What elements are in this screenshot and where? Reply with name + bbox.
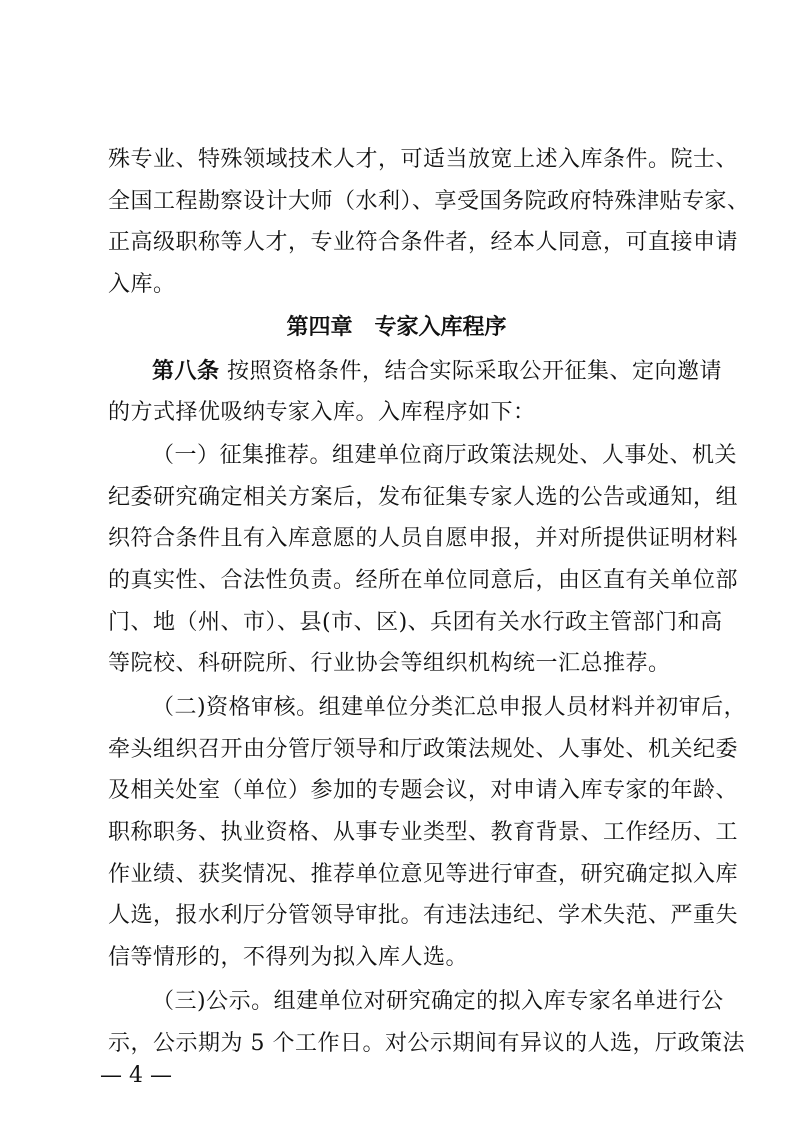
text-line: 正高级职称等人才，专业符合条件者，经本人同意，可直接申请 [108,230,739,255]
text-line: 作业绩、获奖情况、推荐单位意见等进行审查，研究确定拟入库 [108,862,739,887]
article-first-line [152,352,723,392]
text-line: 织符合条件且有入库意愿的人员自愿申报，并对所提供证明材料 [108,526,739,551]
text-line: 纪委研究确定相关方案后，发布征集专家人选的公告或通知，组 [108,485,739,510]
chapter-title: 第四章 专家入库程序 [286,315,507,340]
text-line: 等院校、科研院所、行业协会等组织机构统一汇总推荐。 [108,651,671,676]
page-number: — 4 — [100,1063,172,1088]
text-line: 信等情形的，不得列为拟入库人选。 [108,945,469,970]
text-line: （三)公示。组建单位对研究确定的拟入库专家名单进行公 [152,989,724,1014]
text-line: 的方式择优吸纳专家入库。入库程序如下： [108,400,536,425]
article-text: 按照资格条件，结合实际采取公开征集、定向邀请 [227,359,723,384]
text-line: 及相关处室（单位）参加的专题会议，对申请入库专家的年龄、 [108,778,739,803]
text-line: 入库。 [108,272,176,297]
text-line: （二)资格审核。组建单位分类汇总申报人员材料并初审后， [152,695,747,720]
text-line: 示，公示期为 5 个工作日。对公示期间有异议的人选，厅政策法 [108,1031,745,1056]
text-line: 殊专业、特殊领域技术人才，可适当放宽上述入库条件。院士、 [108,147,739,172]
text-line: 人选，报水利厅分管领导审批。有违法违纪、学术失范、严重失 [108,903,739,928]
text-line: 职称职务、执业资格、从事专业类型、教育背景、工作经历、工 [108,820,739,845]
text-line: 全国工程勘察设计大师（水利）、享受国务院政府特殊津贴专家、 [108,189,750,214]
text-line: 门、地（州、市）、县(市、区)、兵团有关水行政主管部门和高 [108,610,723,635]
article-label: 第八条 [152,359,220,384]
text-line: （一）征集推荐。组建单位商厅政策法规处、人事处、机关 [152,443,738,468]
text-line: 牵头组织召开由分管厅领导和厅政策法规处、人事处、机关纪委 [108,737,739,762]
text-line: 的真实性、合法性负责。经所在单位同意后，由区直有关单位部 [108,568,739,593]
